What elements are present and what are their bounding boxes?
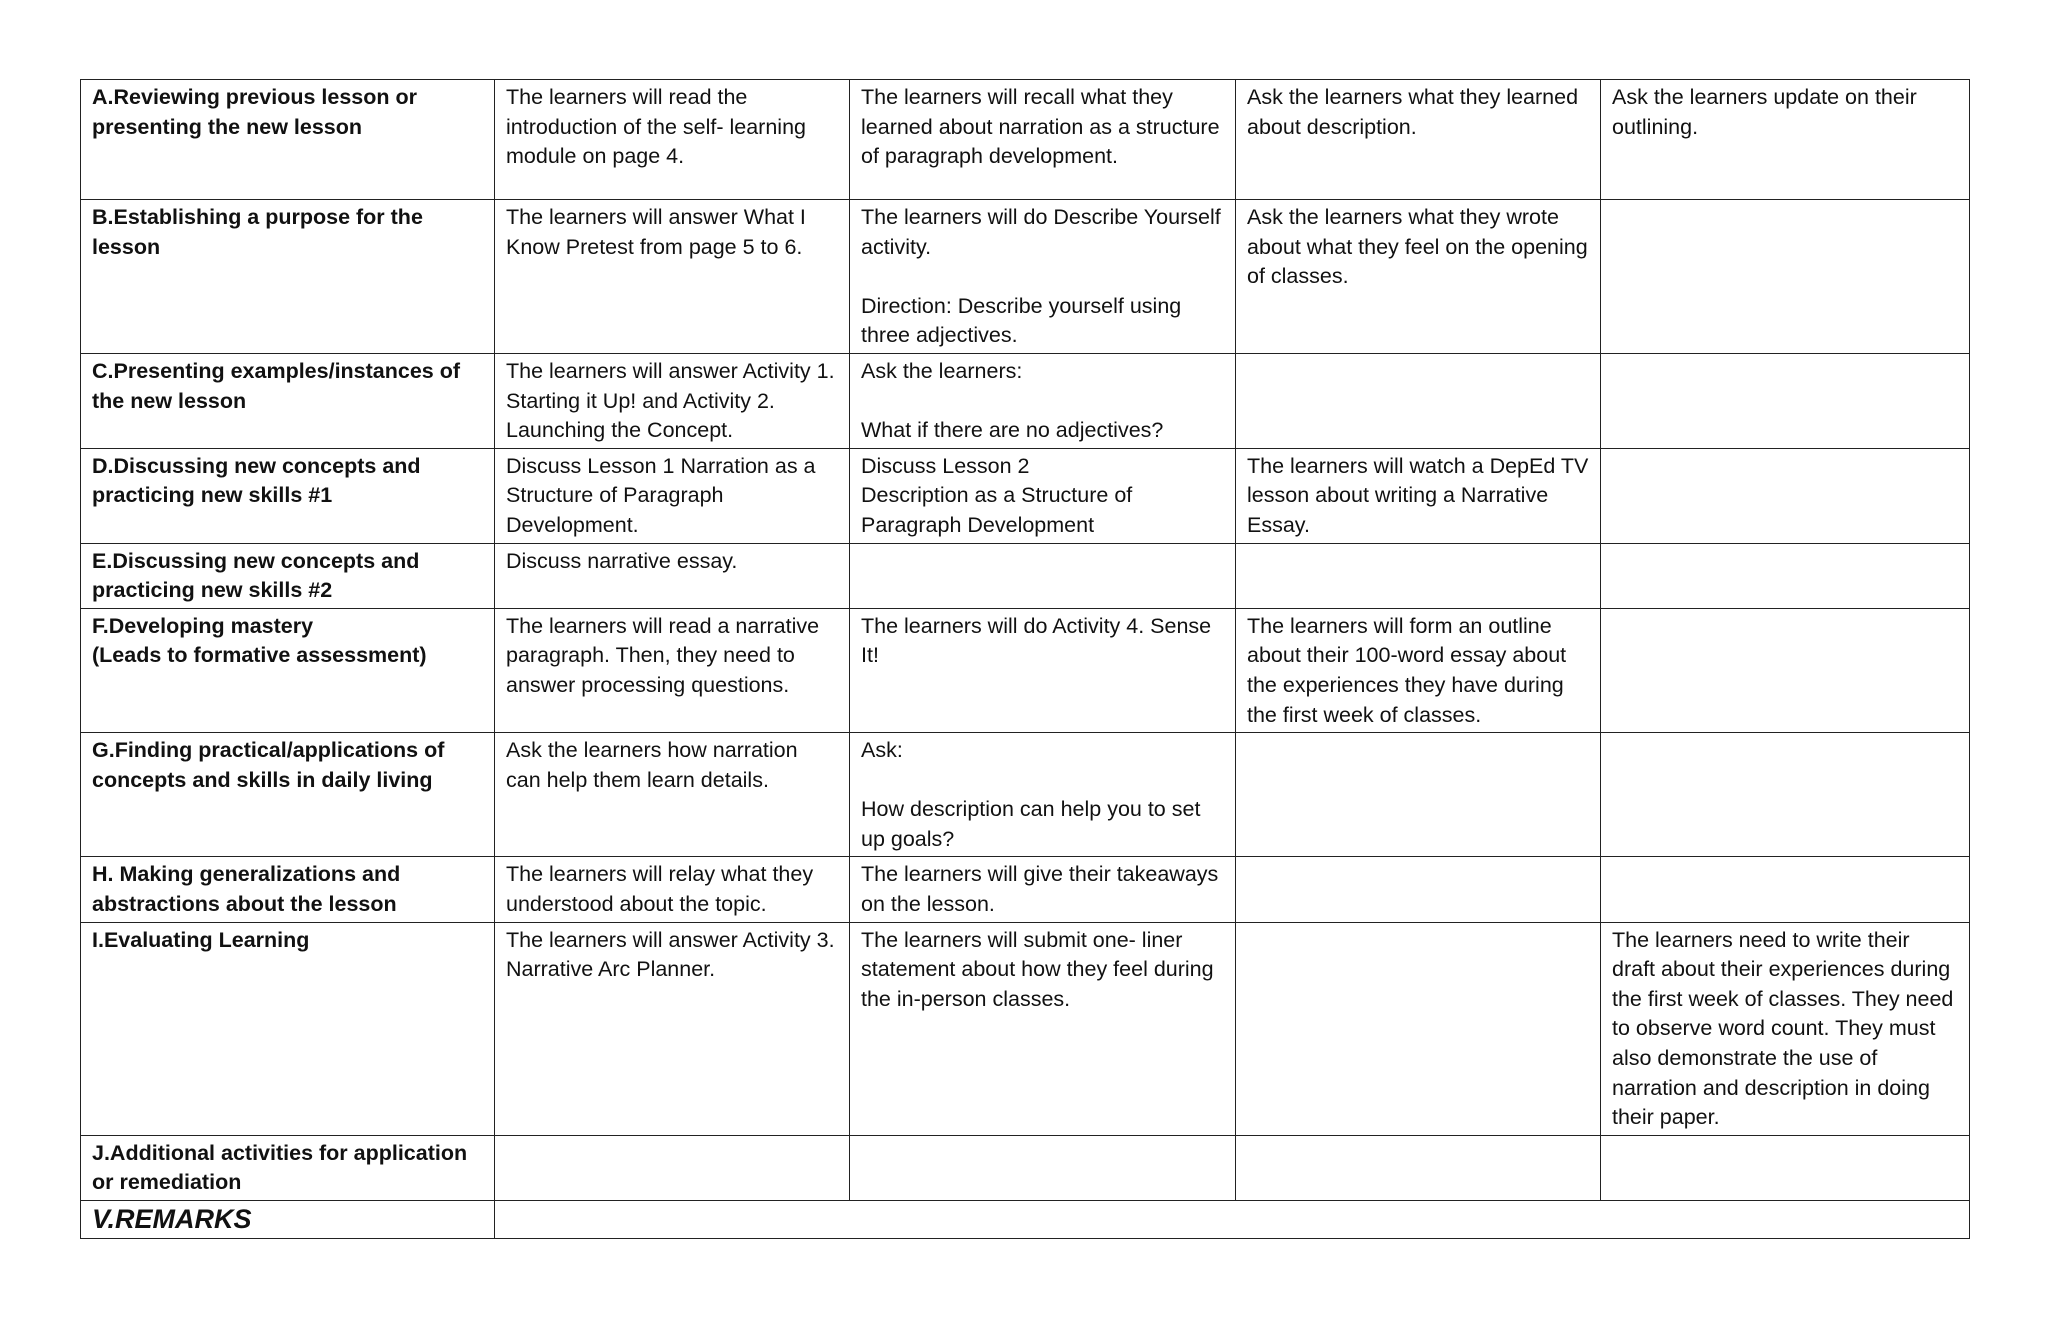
row-label: I.Evaluating Learning bbox=[81, 922, 495, 1135]
day2-cell bbox=[850, 543, 1236, 608]
day3-cell: Ask the learners what they wrote about what they feel on the opening of classes. bbox=[1236, 200, 1601, 354]
table-row bbox=[81, 353, 1970, 448]
day2-cell: The learners will give their takeaways on the lesson. bbox=[850, 857, 1236, 922]
day2-cell: Ask: How description can help you to set up goals? bbox=[850, 733, 1236, 857]
day4-cell: Ask the learners update on their outlining. bbox=[1601, 80, 1970, 200]
lesson-log-page bbox=[80, 79, 1969, 1239]
day1-cell: The learners will answer What I Know Pretest from page 5 to 6. bbox=[495, 200, 850, 354]
day4-cell bbox=[1601, 543, 1970, 608]
row-label: B.Establishing a purpose for the lesson bbox=[81, 200, 495, 354]
row-label: C.Presenting examples/instances of the new lesson bbox=[81, 353, 495, 448]
day1-cell: The learners will read the introduction of the self- learning module on page 4. bbox=[495, 80, 850, 200]
day1-cell: The learners will answer Activity 3. Narrative Arc Planner. bbox=[495, 922, 850, 1135]
day3-cell bbox=[1236, 1135, 1601, 1200]
remarks-value bbox=[495, 1201, 1970, 1239]
day3-cell bbox=[1236, 353, 1601, 448]
day3-cell bbox=[1236, 733, 1601, 857]
row-label: G.Finding practical/applications of concepts and skills in daily living bbox=[81, 733, 495, 857]
table-row bbox=[81, 543, 1970, 608]
table-row bbox=[81, 80, 1970, 200]
day2-cell: The learners will submit one- liner statement about how they feel during the in-person classes. bbox=[850, 922, 1236, 1135]
day3-cell bbox=[1236, 857, 1601, 922]
row-label: A.Reviewing previous lesson or presenting the new lesson bbox=[81, 80, 495, 200]
table-row bbox=[81, 1135, 1970, 1200]
daily-lesson-log-table bbox=[80, 79, 1970, 1239]
day2-cell: The learners will do Activity 4. Sense It! bbox=[850, 608, 1236, 732]
remarks-label: V.REMARKS bbox=[81, 1201, 495, 1239]
day4-cell bbox=[1601, 1135, 1970, 1200]
day1-cell: Discuss Lesson 1 Narration as a Structure of Paragraph Development. bbox=[495, 448, 850, 543]
day3-cell bbox=[1236, 543, 1601, 608]
day1-cell: The learners will read a narrative paragraph. Then, they need to answer processing questions. bbox=[495, 608, 850, 732]
day4-cell bbox=[1601, 857, 1970, 922]
day2-cell bbox=[850, 1135, 1236, 1200]
day2-cell: The learners will do Describe Yourself activity. Direction: Describe yourself using three adjectives. bbox=[850, 200, 1236, 354]
day3-cell bbox=[1236, 922, 1601, 1135]
day2-cell: The learners will recall what they learned about narration as a structure of paragraph development. bbox=[850, 80, 1236, 200]
day4-cell bbox=[1601, 353, 1970, 448]
day2-cell: Discuss Lesson 2 Description as a Structure of Paragraph Development bbox=[850, 448, 1236, 543]
day3-cell: The learners will watch a DepEd TV lesson about writing a Narrative Essay. bbox=[1236, 448, 1601, 543]
row-label: E.Discussing new concepts and practicing new skills #2 bbox=[81, 543, 495, 608]
day1-cell: The learners will answer Activity 1. Starting it Up! and Activity 2. Launching the Concept. bbox=[495, 353, 850, 448]
day4-cell bbox=[1601, 200, 1970, 354]
day4-cell bbox=[1601, 448, 1970, 543]
day3-cell: The learners will form an outline about their 100-word essay about the experiences they have during the first week of classes. bbox=[1236, 608, 1601, 732]
table-row bbox=[81, 857, 1970, 922]
day4-cell bbox=[1601, 608, 1970, 732]
day1-cell: Discuss narrative essay. bbox=[495, 543, 850, 608]
day4-cell: The learners need to write their draft about their experiences during the first week of classes. They need to observe word count. They must also demonstrate the use of narration and description in doing their paper. bbox=[1601, 922, 1970, 1135]
table-row bbox=[81, 608, 1970, 732]
row-label: F.Developing mastery (Leads to formative assessment) bbox=[81, 608, 495, 732]
day3-cell: Ask the learners what they learned about description. bbox=[1236, 80, 1601, 200]
day1-cell: The learners will relay what they understood about the topic. bbox=[495, 857, 850, 922]
day1-cell bbox=[495, 1135, 850, 1200]
table-row bbox=[81, 448, 1970, 543]
day2-cell: Ask the learners: What if there are no adjectives? bbox=[850, 353, 1236, 448]
day4-cell bbox=[1601, 733, 1970, 857]
table-row bbox=[81, 733, 1970, 857]
row-label: D.Discussing new concepts and practicing new skills #1 bbox=[81, 448, 495, 543]
table-row bbox=[81, 200, 1970, 354]
table-row bbox=[81, 922, 1970, 1135]
day1-cell: Ask the learners how narration can help them learn details. bbox=[495, 733, 850, 857]
remarks-row bbox=[81, 1201, 1970, 1239]
row-label: J.Additional activities for application or remediation bbox=[81, 1135, 495, 1200]
row-label: H. Making generalizations and abstractions about the lesson bbox=[81, 857, 495, 922]
